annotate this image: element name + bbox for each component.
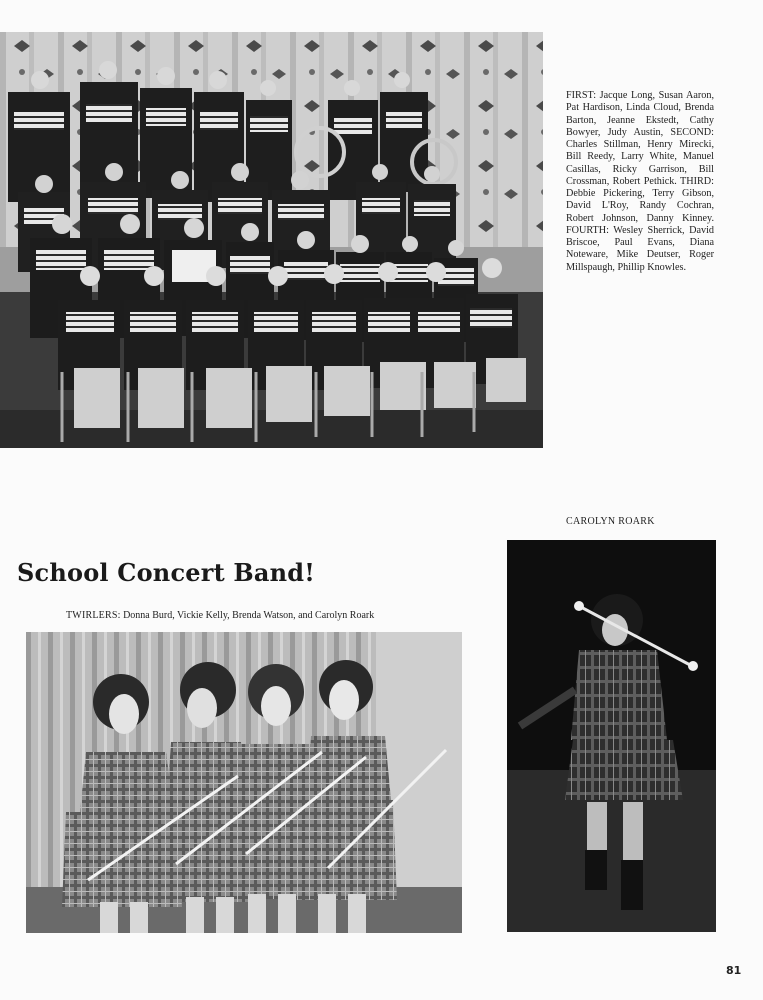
page-number: 81 [726, 964, 742, 977]
twirlers-caption [66, 610, 374, 621]
twirlers-image [26, 632, 462, 933]
soloist-photo-label: CAROLYN ROARK [566, 516, 655, 527]
soloist-photo [507, 540, 716, 932]
band-group-photo [0, 32, 543, 448]
soloist-image [507, 540, 716, 932]
twirlers-caption-lead: TWIRLERS: [66, 610, 121, 621]
band-roster-caption: FIRST: Jacque Long, Susan Aaron, Pat Hardison, Linda Cloud, Brenda Barton, Jeanne Ekstedt, Cathy Bowyer, Judy Austin, SECOND: Charles Stillman, Henry Mirecki, Bill Reedy, Larry White, Manuel Casillas, Ricky Garrison, Bill Crossman, Robert Pethick. THIRD: Debbie Pickering, Terry Gibson, David L'Roy, Randy Cochran, Robert Johnson, Danny Kinney. FOURTH: Wesley Sherrick, David Briscoe, Paul Evans, Diana Noteware, Mike Deutser, Roger Millspaugh, Phillip Knowles. [566, 90, 714, 273]
page-title: School Concert Band! [17, 558, 316, 587]
twirlers-photo [26, 632, 462, 933]
twirlers-caption-names: Donna Burd, Vickie Kelly, Brenda Watson, and Carolyn Roark [123, 610, 375, 621]
band-group-image [0, 32, 543, 448]
